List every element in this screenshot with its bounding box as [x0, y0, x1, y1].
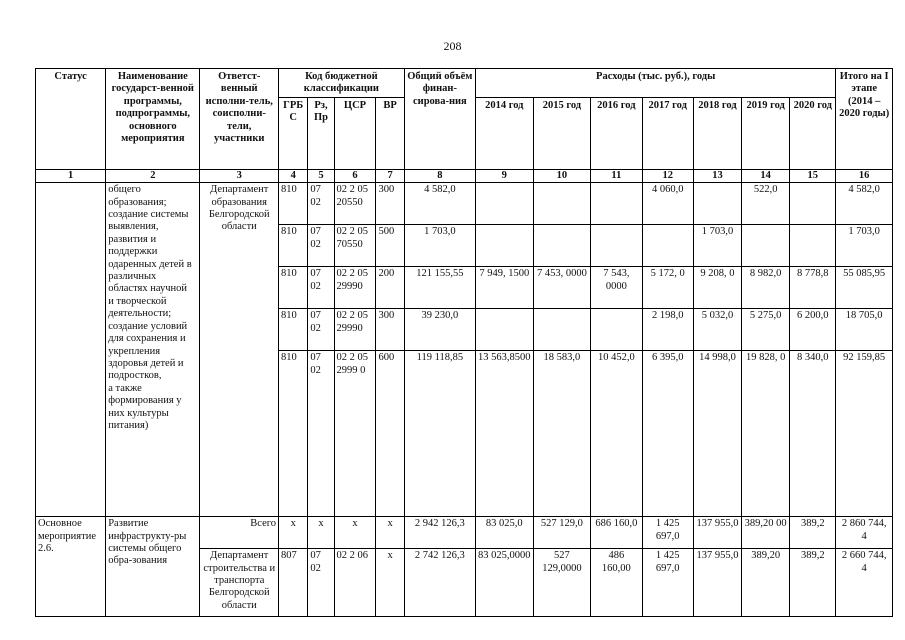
grbs-cell: 810	[279, 351, 308, 517]
header-stage-total: Итого на I этапе (2014 – 2020 годы)	[836, 69, 893, 170]
year-2019-cell: 8 982,0	[742, 267, 790, 309]
year-2014-cell: 13 563,8500	[475, 351, 533, 517]
year-2016-cell	[591, 309, 642, 351]
year-2014-cell: 7 949, 1500	[475, 267, 533, 309]
measure-name: Развитие инфраструкту-ры системы общего обра-зования	[106, 517, 200, 617]
year-2015-cell: 7 453, 0000	[533, 267, 591, 309]
total-cell: 2 942 126,3	[404, 517, 475, 549]
total-cell: 39 230,0	[404, 309, 475, 351]
rzpr-cell: 07 02	[308, 309, 334, 351]
column-number: 9	[475, 169, 533, 182]
header-year-2016: 2016 год	[591, 97, 642, 169]
year-2015-cell: 18 583,0	[533, 351, 591, 517]
year-2018-cell: 9 208, 0	[693, 267, 741, 309]
csr-cell: х	[334, 517, 376, 549]
year-2016-cell	[591, 183, 642, 225]
year-2016-cell: 10 452,0	[591, 351, 642, 517]
column-number: 2	[106, 169, 200, 182]
column-number: 8	[404, 169, 475, 182]
measure-name-text: общего образования; создание системы выявления, развития и поддержки одаренных детей в различных областях научной и творческой деятельности; создание условий для сохранения и укрепления здоровья детей и подростков, а также формирования у них культуры питания)	[106, 183, 200, 517]
executor-cell: Всего	[200, 517, 279, 549]
year-2014-cell: 83 025,0000	[475, 549, 533, 617]
header-vr: ВР	[376, 97, 404, 169]
column-number: 1	[36, 169, 106, 182]
grbs-cell: 810	[279, 309, 308, 351]
stage-total-cell: 55 085,95	[836, 267, 893, 309]
year-2019-cell: 5 275,0	[742, 309, 790, 351]
rzpr-cell: 07 02	[308, 225, 334, 267]
stage-total-cell: 18 705,0	[836, 309, 893, 351]
stage-total-cell: 1 703,0	[836, 225, 893, 267]
stage-total-cell: 92 159,85	[836, 351, 893, 517]
header-year-2020: 2020 год	[790, 97, 836, 169]
stage-total-cell: 2 860 744, 4	[836, 517, 893, 549]
executor-cell: Департамент строительства и транспорта Белгородской области	[200, 549, 279, 617]
rzpr-cell: 07 02	[308, 549, 334, 617]
year-2018-cell: 137 955,0	[693, 517, 741, 549]
year-2016-cell: 686 160,0	[591, 517, 642, 549]
year-2017-cell	[642, 225, 693, 267]
year-2014-cell	[475, 183, 533, 225]
header-year-2015: 2015 год	[533, 97, 591, 169]
year-2017-cell: 1 425 697,0	[642, 517, 693, 549]
vr-cell: 300	[376, 183, 404, 225]
total-cell: 4 582,0	[404, 183, 475, 225]
page-number: 208	[443, 39, 462, 53]
year-2017-cell: 4 060,0	[642, 183, 693, 225]
budget-table	[35, 68, 893, 617]
column-number: 10	[533, 169, 591, 182]
header-year-2014: 2014 год	[475, 97, 533, 169]
grbs-cell: 810	[279, 183, 308, 225]
vr-cell: х	[376, 517, 404, 549]
column-number: 13	[693, 169, 741, 182]
rzpr-cell: х	[308, 517, 334, 549]
table-row	[36, 183, 893, 225]
rzpr-cell: 07 02	[308, 267, 334, 309]
year-2019-cell: 522,0	[742, 183, 790, 225]
column-number: 11	[591, 169, 642, 182]
year-2015-cell	[533, 183, 591, 225]
year-2018-cell: 137 955,0	[693, 549, 741, 617]
year-2017-cell: 2 198,0	[642, 309, 693, 351]
header-status: Статус	[36, 69, 106, 170]
header-executor: Ответст-венный исполни-тель, соисполни-тели, участники	[200, 69, 279, 170]
column-number: 6	[334, 169, 376, 182]
total-cell: 2 742 126,3	[404, 549, 475, 617]
total-cell: 121 155,55	[404, 267, 475, 309]
csr-cell: 02 2 06	[334, 549, 376, 617]
year-2016-cell: 486 160,00	[591, 549, 642, 617]
header-budget-code-group: Код бюджетной классификации	[279, 69, 405, 98]
year-2019-cell: 19 828, 0	[742, 351, 790, 517]
year-2014-cell: 83 025,0	[475, 517, 533, 549]
vr-cell: 300	[376, 309, 404, 351]
header-year-2018: 2018 год	[693, 97, 741, 169]
year-2017-cell: 5 172, 0	[642, 267, 693, 309]
year-2018-cell	[693, 183, 741, 225]
status-cell-empty	[36, 183, 106, 517]
year-2019-cell: 389,20	[742, 549, 790, 617]
year-2015-cell: 527 129,0000	[533, 549, 591, 617]
year-2020-cell: 6 200,0	[790, 309, 836, 351]
year-2020-cell: 8 340,0	[790, 351, 836, 517]
rzpr-cell: 07 02	[308, 351, 334, 517]
stage-total-cell: 4 582,0	[836, 183, 893, 225]
header-rzpr: Рз, Пр	[308, 97, 334, 169]
year-2020-cell: 8 778,8	[790, 267, 836, 309]
csr-cell: 02 2 05 70550	[334, 225, 376, 267]
year-2015-cell: 527 129,0	[533, 517, 591, 549]
year-2020-cell	[790, 225, 836, 267]
column-number: 14	[742, 169, 790, 182]
year-2016-cell: 7 543, 0000	[591, 267, 642, 309]
grbs-cell: 810	[279, 267, 308, 309]
year-2015-cell	[533, 225, 591, 267]
year-2017-cell: 6 395,0	[642, 351, 693, 517]
csr-cell: 02 2 05 2999 0	[334, 351, 376, 517]
year-2020-cell: 389,2	[790, 549, 836, 617]
vr-cell: 200	[376, 267, 404, 309]
year-2018-cell: 1 703,0	[693, 225, 741, 267]
year-2014-cell	[475, 309, 533, 351]
year-2019-cell	[742, 225, 790, 267]
year-2017-cell: 1 425 697,0	[642, 549, 693, 617]
csr-cell: 02 2 05 29990	[334, 267, 376, 309]
column-number: 4	[279, 169, 308, 182]
header-name: Наименование государст-венной программы, подпрограммы, основного мероприятия	[106, 69, 200, 170]
column-number: 7	[376, 169, 404, 182]
rzpr-cell: 07 02	[308, 183, 334, 225]
header-expenses-group: Расходы (тыс. руб.), годы	[475, 69, 835, 98]
year-2018-cell: 14 998,0	[693, 351, 741, 517]
executor-cell: Департамент образования Белгородской области	[200, 183, 279, 517]
grbs-cell: 810	[279, 225, 308, 267]
vr-cell: 500	[376, 225, 404, 267]
column-number: 16	[836, 169, 893, 182]
header-year-2019: 2019 год	[742, 97, 790, 169]
column-number: 12	[642, 169, 693, 182]
year-2020-cell: 389,2	[790, 517, 836, 549]
year-2018-cell: 5 032,0	[693, 309, 741, 351]
stage-total-cell: 2 660 744, 4	[836, 549, 893, 617]
year-2020-cell	[790, 183, 836, 225]
column-number-row	[36, 169, 893, 182]
status-cell: Основное мероприятие 2.6.	[36, 517, 106, 617]
year-2014-cell	[475, 225, 533, 267]
column-number: 5	[308, 169, 334, 182]
year-2016-cell	[591, 225, 642, 267]
total-cell: 119 118,85	[404, 351, 475, 517]
csr-cell: 02 2 05 20550	[334, 183, 376, 225]
header-total-financing: Общий объём финан-сирова-ния	[404, 69, 475, 170]
header-year-2017: 2017 год	[642, 97, 693, 169]
year-2015-cell	[533, 309, 591, 351]
header-csr: ЦСР	[334, 97, 376, 169]
csr-cell: 02 2 05 29990	[334, 309, 376, 351]
year-2019-cell: 389,20 00	[742, 517, 790, 549]
table-row	[36, 517, 893, 549]
total-cell: 1 703,0	[404, 225, 475, 267]
grbs-cell: 807	[279, 549, 308, 617]
grbs-cell: х	[279, 517, 308, 549]
vr-cell: 600	[376, 351, 404, 517]
column-number: 15	[790, 169, 836, 182]
column-number: 3	[200, 169, 279, 182]
header-grbs: ГРБ С	[279, 97, 308, 169]
vr-cell: х	[376, 549, 404, 617]
